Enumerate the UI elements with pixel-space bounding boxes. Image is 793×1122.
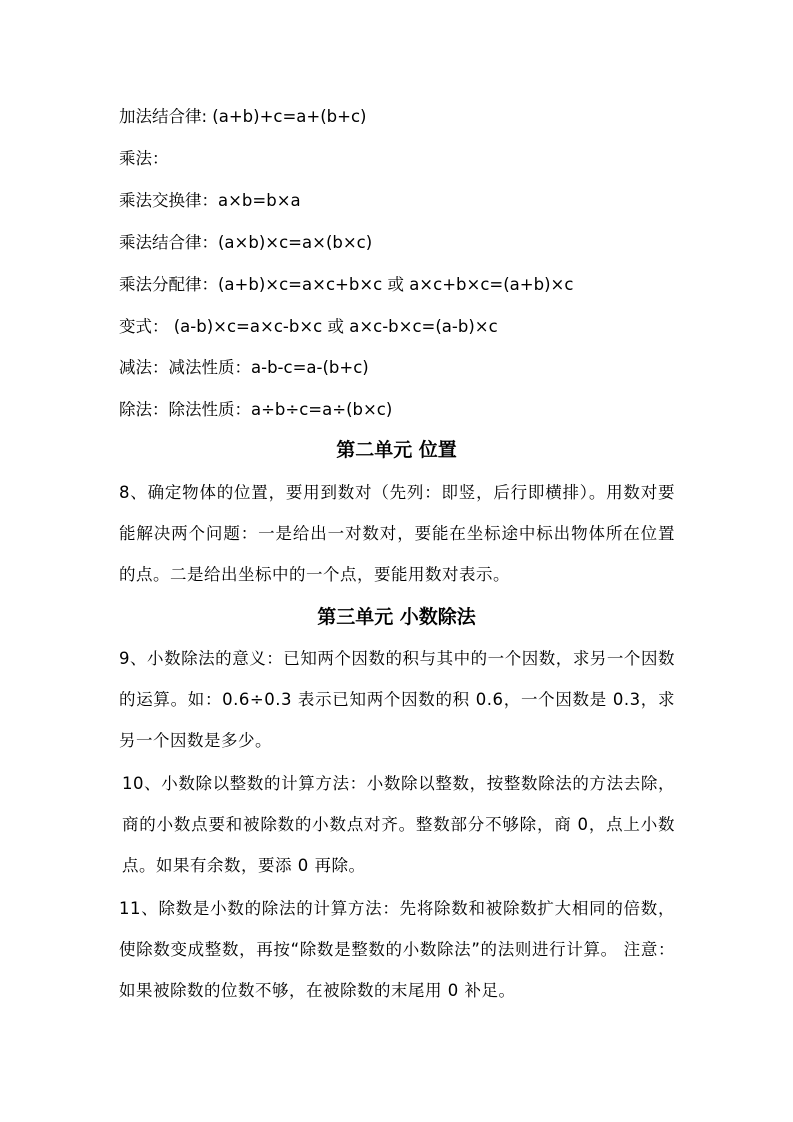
formula-subtraction-property: 减法：减法性质：a-b-c=a-(b+c) (119, 358, 369, 377)
formula-multiplication-distributive: 乘法分配律：(a+b)×c=a×c+b×c 或 a×c+b×c=(a+b)×c (119, 275, 574, 294)
item-11-paragraph: 11、除数是小数的除法的计算方法：先将除数和被除数扩大相同的倍数，使除数变成整数，再按“除数是整数的小数除法”的法则进行计算。 注意：如果被除数的位数不够，在被除数的末尾用 0 补足。 (119, 899, 675, 1000)
formula-multiplication-header: 乘法： (119, 149, 169, 168)
formula-multiplication-commutative: 乘法交换律：a×b=b×a (119, 191, 301, 210)
unit3-heading: 第三单元 小数除法 (317, 606, 476, 628)
formula-addition-associative: 加法结合律: (a+b)+c=a+(b+c) (119, 107, 367, 126)
item-10-paragraph: 10、小数除以整数的计算方法：小数除以整数，按整数除法的方法去除，商的小数点要和被除数的小数点对齐。整数部分不够除，商 0，点上小数点。如果有余数，要添 0 再除。 (122, 774, 675, 875)
formula-multiplication-associative: 乘法结合律：(a×b)×c=a×(b×c) (119, 233, 373, 252)
item-9-paragraph: 9、小数除法的意义：已知两个因数的积与其中的一个因数，求另一个因数的运算。如：0.6÷0.3 表示已知两个因数的积 0.6，一个因数是 0.3，求另一个因数是多少。 (119, 649, 675, 750)
formula-division-property: 除法：除法性质：a÷b÷c=a÷(b×c) (119, 400, 393, 419)
unit2-heading: 第二单元 位置 (336, 439, 457, 461)
formula-variant: 变式： (a-b)×c=a×c-b×c 或 a×c-b×c=(a-b)×c (119, 317, 498, 336)
item-8-paragraph: 8、确定物体的位置，要用到数对（先列：即竖，后行即横排）。用数对要能解决两个问题：一是给出一对数对，要能在坐标途中标出物体所在位置的点。二是给出坐标中的一个点，要能用数对表示。 (119, 483, 675, 584)
